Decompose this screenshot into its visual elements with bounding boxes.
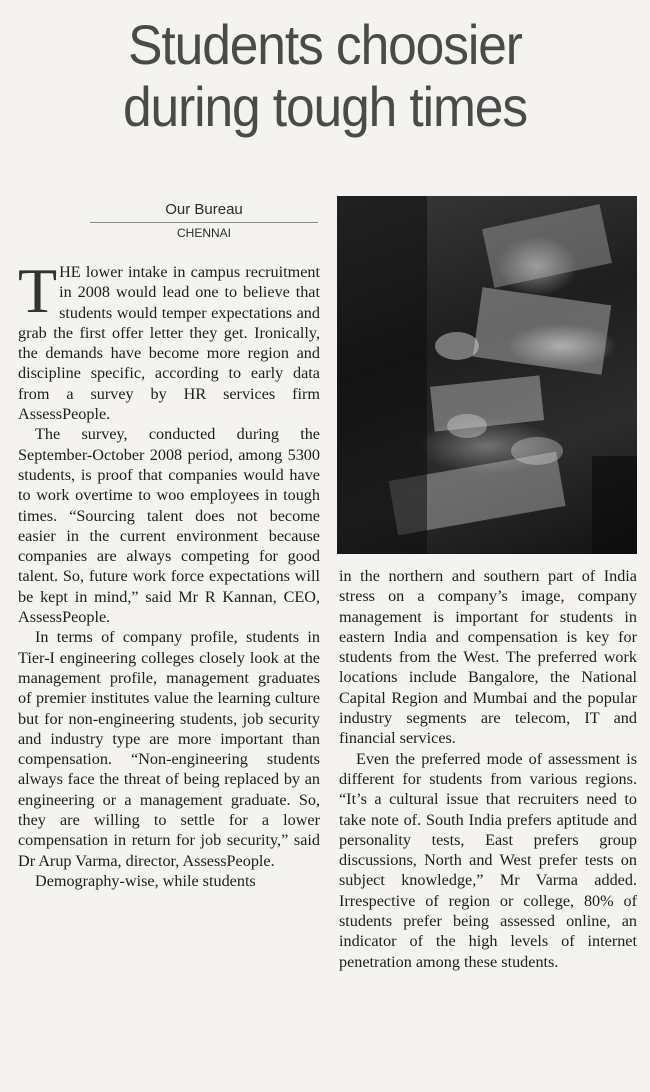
article-paragraph: Even the preferred mode of assessment is different for students from various regions. “It’s a cultural issue that recruiters need to take note of. South India prefers aptitude and personality tests, East prefers group discussions, North and West prefer tests on subject knowledge,” Mr Varma added. Irrespective of region or college, 80% of students prefer being assessed online, an indicator of the high levels of internet penetration among these students.	[339, 749, 637, 971]
article-paragraph: in the northern and southern part of India stress on a company’s image, company management is important for students in eastern India and compensation is key for students from the West. The preferred work locations include Bangalore, the National Capital Region and Mumbai and the popular industry segments are telecom, IT and financial services.	[339, 567, 637, 748]
article-paragraph: THE lower intake in campus recruitment in 2008 would lead one to believe that students would temper expectations and grab the first offer letter they get. Ironically, the demands have become more region and discipline specific, according to early data from a survey by HR services firm AssessPeople.	[18, 255, 320, 424]
dateline: CHENNAI	[176, 226, 231, 240]
photo-students-writing	[337, 196, 637, 554]
article-column-left	[18, 255, 320, 891]
article-paragraph: Demography-wise, while students	[35, 871, 256, 890]
drop-cap: T	[18, 255, 58, 326]
headline	[44, 14, 605, 138]
article-paragraph: The survey, conducted during the September-October 2008 period, among 5300 students, is proof that companies would have to work overtime to woo employees in tough times. “Sourcing talent does not become easier in the current environment because companies are always competing for good talent. So, future work force expectations will be kept in mind,” said Mr R Kannan, CEO, AssessPeople.	[18, 425, 320, 627]
headline-line-2: during tough times	[123, 75, 527, 138]
byline-divider	[90, 222, 318, 223]
headline-line-1: Students choosier	[128, 13, 522, 76]
article-paragraph: In terms of company profile, students in Tier-I engineering colleges closely look at the management profile, management graduates of premier institutes value the learning culture but for non-engineering students, job security and industry type are more important than compensation. “Non-engineering students always face the threat of being replaced by an engineering or a management graduate. So, they are willing to settle for a lower compensation in return for job security,” said Dr Arup Varma, director, AssessPeople.	[18, 628, 320, 870]
byline: Our Bureau	[165, 201, 243, 218]
article-photo	[337, 196, 637, 554]
article-column-right	[339, 566, 637, 972]
